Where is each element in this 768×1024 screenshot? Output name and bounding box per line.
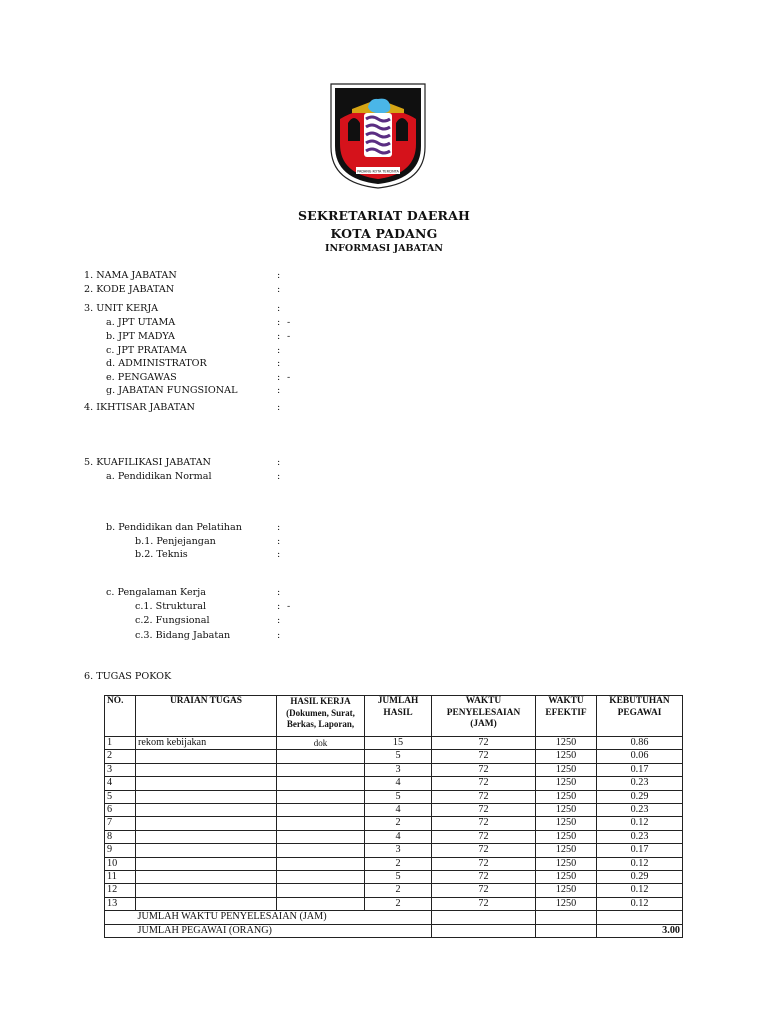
- field-colon: :: [277, 270, 281, 281]
- field-label: 5. KUAFILIKASI JABATAN: [84, 457, 211, 468]
- cell-uraian: [136, 804, 277, 817]
- cell-no: 6: [105, 804, 136, 817]
- cell-waktu: 72: [432, 817, 536, 830]
- cell-waktu: 72: [432, 830, 536, 843]
- header-title-kota: KOTA PADANG: [330, 226, 438, 241]
- field-colon: :: [277, 345, 281, 356]
- cell-kebutuhan: 0.23: [597, 830, 683, 843]
- field-colon: :: [277, 303, 281, 314]
- cell-kebutuhan: 0.86: [597, 737, 683, 750]
- cell-efektif: 1250: [536, 871, 597, 884]
- cell-efektif: 1250: [536, 884, 597, 897]
- cell-jumlah: 2: [365, 897, 432, 910]
- table-row: [105, 817, 683, 830]
- cell-uraian: [136, 871, 277, 884]
- cell-hasil: [277, 897, 365, 910]
- cell-kebutuhan: 0.12: [597, 884, 683, 897]
- cell-kebutuhan: 0.12: [597, 857, 683, 870]
- field-colon: :: [277, 522, 281, 533]
- cell-no: 2: [105, 750, 136, 763]
- cell-no: 5: [105, 790, 136, 803]
- field-value: -: [287, 601, 291, 612]
- cell-no: 4: [105, 777, 136, 790]
- field-label: 4. IKHTISAR JABATAN: [84, 402, 195, 413]
- cell-waktu: 72: [432, 844, 536, 857]
- cell-hasil: [277, 763, 365, 776]
- cell-waktu: 72: [432, 763, 536, 776]
- cell-uraian: [136, 750, 277, 763]
- cell-no: 10: [105, 857, 136, 870]
- column-header-no: NO.: [105, 696, 136, 737]
- table-row: [105, 804, 683, 817]
- cell-efektif: 1250: [536, 790, 597, 803]
- cell-jumlah: 3: [365, 844, 432, 857]
- field-label: b. Pendidikan dan Pelatihan: [106, 522, 242, 533]
- cell-kebutuhan: 0.23: [597, 777, 683, 790]
- field-label: a. JPT UTAMA: [106, 317, 176, 328]
- field-colon: :: [277, 536, 281, 547]
- cell-kebutuhan: 0.12: [597, 897, 683, 910]
- cell-hasil: [277, 817, 365, 830]
- cell-jumlah: 4: [365, 777, 432, 790]
- cell-efektif: 1250: [536, 857, 597, 870]
- cell-uraian: [136, 790, 277, 803]
- field-label: e. PENGAWAS: [106, 372, 177, 383]
- field-colon: :: [277, 549, 281, 560]
- cell-jumlah: 4: [365, 830, 432, 843]
- cell-efektif: 1250: [536, 777, 597, 790]
- cell-jumlah: 2: [365, 857, 432, 870]
- field-colon: :: [277, 372, 281, 383]
- header-subtitle-informasi: INFORMASI JABATAN: [325, 243, 443, 254]
- field-label: g. JABATAN FUNGSIONAL: [106, 385, 238, 396]
- field-label: 1. NAMA JABATAN: [84, 270, 177, 281]
- cell-uraian: rekom kebijakan: [136, 737, 277, 750]
- cell-efektif: 1250: [536, 804, 597, 817]
- field-colon: :: [277, 630, 281, 641]
- field-value: -: [287, 331, 291, 342]
- cell-no: 7: [105, 817, 136, 830]
- cell-hasil: dok: [277, 737, 365, 750]
- field-label: c.1. Struktural: [135, 601, 207, 612]
- cell-kebutuhan: 0.12: [597, 817, 683, 830]
- cell-jumlah: 4: [365, 804, 432, 817]
- cell-efektif: 1250: [536, 830, 597, 843]
- cell-uraian: [136, 817, 277, 830]
- cell-uraian: [136, 830, 277, 843]
- logo-motto: PADANG KOTA TERCINTA: [357, 169, 399, 174]
- field-colon: :: [277, 587, 281, 598]
- cell-waktu: 72: [432, 750, 536, 763]
- cell-hasil: [277, 750, 365, 763]
- cell-no: 13: [105, 897, 136, 910]
- cell-jumlah: 2: [365, 884, 432, 897]
- cell-no: 9: [105, 844, 136, 857]
- total-jam-row: [105, 911, 683, 924]
- field-label: c. Pengalaman Kerja: [106, 587, 206, 598]
- table-row: [105, 777, 683, 790]
- total-jam-label: JUMLAH WAKTU PENYELESAIAN (JAM): [136, 911, 432, 924]
- cell-hasil: [277, 884, 365, 897]
- cell-efektif: 1250: [536, 750, 597, 763]
- table-row: [105, 763, 683, 776]
- total-pegawai-row: [105, 924, 683, 937]
- cell-waktu: 72: [432, 871, 536, 884]
- cell-hasil: [277, 804, 365, 817]
- cell-waktu: 72: [432, 737, 536, 750]
- cell-waktu: 72: [432, 857, 536, 870]
- cell-waktu: 72: [432, 777, 536, 790]
- cell-jumlah: 3: [365, 763, 432, 776]
- cell-hasil: [277, 777, 365, 790]
- field-colon: :: [277, 615, 281, 626]
- cell-uraian: [136, 844, 277, 857]
- cell-no: 11: [105, 871, 136, 884]
- cell-hasil: [277, 857, 365, 870]
- total-pegawai-label: JUMLAH PEGAWAI (ORANG): [136, 924, 432, 937]
- cell-waktu: 72: [432, 790, 536, 803]
- section-title: 6. TUGAS POKOK: [84, 671, 172, 682]
- kota-padang-crest-logo: [330, 83, 426, 189]
- table-row: [105, 871, 683, 884]
- cell-kebutuhan: 0.17: [597, 763, 683, 776]
- column-header-jumlah: JUMLAH HASIL: [365, 696, 432, 737]
- table-row: [105, 830, 683, 843]
- cell-hasil: [277, 830, 365, 843]
- field-colon: :: [277, 471, 281, 482]
- cell-uraian: [136, 777, 277, 790]
- cell-no: 12: [105, 884, 136, 897]
- field-colon: :: [277, 358, 281, 369]
- cell-kebutuhan: 0.17: [597, 844, 683, 857]
- column-header-kebutuhan: KEBUTUHAN PEGAWAI: [597, 696, 683, 737]
- table-row: [105, 884, 683, 897]
- table-row: [105, 897, 683, 910]
- table-row: [105, 737, 683, 750]
- field-colon: :: [277, 402, 281, 413]
- field-colon: :: [277, 601, 281, 612]
- column-header-waktu: WAKTU PENYELESAIAN (JAM): [432, 696, 536, 737]
- field-colon: :: [277, 284, 281, 295]
- cell-hasil: [277, 871, 365, 884]
- field-colon: :: [277, 331, 281, 342]
- field-colon: :: [277, 457, 281, 468]
- field-label: b. JPT MADYA: [106, 331, 175, 342]
- total-pegawai-value: 3.00: [597, 924, 683, 937]
- header-title-sekretariat: SEKRETARIAT DAERAH: [297, 208, 471, 223]
- cell-jumlah: 5: [365, 750, 432, 763]
- field-label: c. JPT PRATAMA: [106, 345, 187, 356]
- cell-waktu: 72: [432, 897, 536, 910]
- cell-no: 1: [105, 737, 136, 750]
- cell-uraian: [136, 897, 277, 910]
- table-header-row: [105, 696, 683, 737]
- cell-efektif: 1250: [536, 897, 597, 910]
- field-colon: :: [277, 317, 281, 328]
- field-label: c.3. Bidang Jabatan: [135, 630, 231, 641]
- cell-efektif: 1250: [536, 817, 597, 830]
- field-label: 3. UNIT KERJA: [84, 303, 159, 314]
- cell-uraian: [136, 857, 277, 870]
- cell-jumlah: 2: [365, 817, 432, 830]
- cell-kebutuhan: 0.29: [597, 790, 683, 803]
- column-header-uraian: URAIAN TUGAS: [136, 696, 277, 737]
- field-label: 2. KODE JABATAN: [84, 284, 175, 295]
- cell-jumlah: 5: [365, 871, 432, 884]
- cell-kebutuhan: 0.06: [597, 750, 683, 763]
- cell-no: 3: [105, 763, 136, 776]
- table-row: [105, 844, 683, 857]
- cell-hasil: [277, 844, 365, 857]
- table-row: [105, 790, 683, 803]
- cell-waktu: 72: [432, 804, 536, 817]
- cell-efektif: 1250: [536, 763, 597, 776]
- field-value: -: [287, 372, 291, 383]
- column-header-efektif: WAKTU EFEKTIF: [536, 696, 597, 737]
- cell-efektif: 1250: [536, 737, 597, 750]
- cell-hasil: [277, 790, 365, 803]
- column-header-hasil: HASIL KERJA (Dokumen, Surat, Berkas, Laporan,: [277, 696, 365, 737]
- table-row: [105, 750, 683, 763]
- cell-kebutuhan: 0.29: [597, 871, 683, 884]
- field-label: c.2. Fungsional: [135, 615, 210, 626]
- table-row: [105, 857, 683, 870]
- cell-efektif: 1250: [536, 844, 597, 857]
- field-label: a. Pendidikan Normal: [106, 471, 212, 482]
- cell-jumlah: 5: [365, 790, 432, 803]
- field-colon: :: [277, 385, 281, 396]
- field-value: -: [287, 317, 291, 328]
- tugas-pokok-table: [104, 695, 683, 938]
- cell-jumlah: 15: [365, 737, 432, 750]
- cell-kebutuhan: 0.23: [597, 804, 683, 817]
- cell-uraian: [136, 884, 277, 897]
- cell-waktu: 72: [432, 884, 536, 897]
- field-label: d. ADMINISTRATOR: [106, 358, 207, 369]
- cell-no: 8: [105, 830, 136, 843]
- field-label: b.2. Teknis: [135, 549, 188, 560]
- cell-uraian: [136, 763, 277, 776]
- field-label: b.1. Penjejangan: [135, 536, 216, 547]
